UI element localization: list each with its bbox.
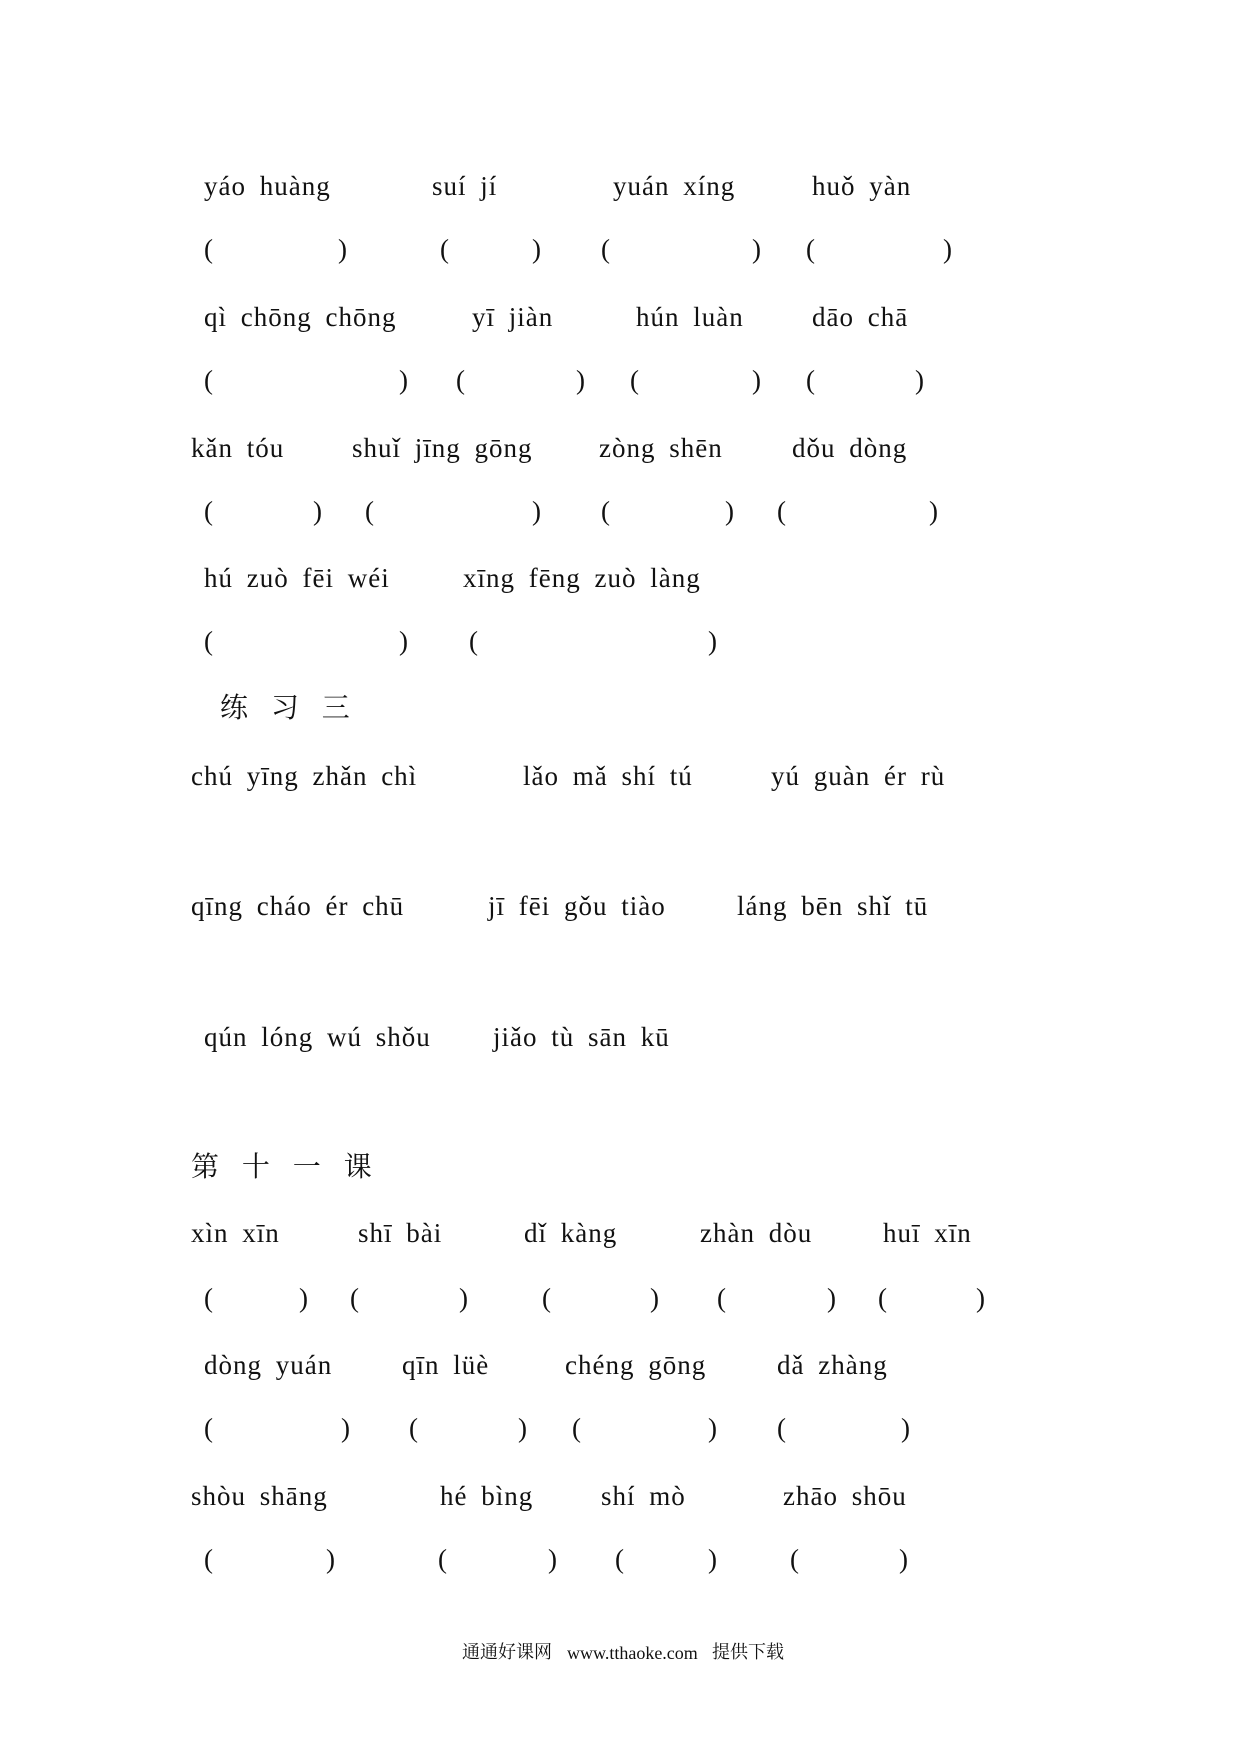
pinyin-word: qīn lüè	[402, 1350, 490, 1380]
pinyin-idiom: chú yīng zhǎn chì	[191, 761, 418, 791]
pinyin-word: qì chōng chōng	[204, 302, 397, 332]
pinyin-word: dòng yuán	[204, 1350, 333, 1380]
answer-blank-close: )	[915, 365, 924, 395]
pinyin-word: dǎ zhàng	[777, 1350, 888, 1380]
answer-blank-open: (	[204, 626, 213, 656]
answer-blank-close: )	[532, 496, 541, 526]
answer-blank-open: (	[717, 1283, 726, 1313]
answer-blank-open: (	[542, 1283, 551, 1313]
answer-blank-close: )	[518, 1413, 527, 1443]
section-heading: 第 十 一 课	[191, 1150, 372, 1183]
answer-blank-close: )	[299, 1283, 308, 1313]
answer-blank-close: )	[929, 496, 938, 526]
answer-blank-open: (	[440, 234, 449, 264]
pinyin-word: yuán xíng	[613, 171, 736, 201]
answer-blank-close: )	[399, 626, 408, 656]
answer-blank-open: (	[806, 365, 815, 395]
answer-blank-close: )	[532, 234, 541, 264]
answer-blank-open: (	[365, 496, 374, 526]
answer-blank-open: (	[204, 1283, 213, 1313]
pinyin-word: shī bài	[358, 1218, 443, 1248]
section-heading: 练 习 三	[220, 691, 350, 724]
answer-blank-close: )	[399, 365, 408, 395]
answer-blank-open: (	[409, 1413, 418, 1443]
pinyin-idiom: láng bēn shǐ tū	[737, 891, 929, 921]
answer-blank-open: (	[469, 626, 478, 656]
answer-blank-close: )	[313, 496, 322, 526]
pinyin-word: hú zuò fēi wéi	[204, 563, 390, 593]
answer-blank-open: (	[204, 234, 213, 264]
answer-blank-close: )	[650, 1283, 659, 1313]
answer-blank-open: (	[777, 1413, 786, 1443]
answer-blank-open: (	[204, 1544, 213, 1574]
answer-blank-open: (	[204, 1413, 213, 1443]
pinyin-word: chéng gōng	[565, 1350, 707, 1380]
pinyin-word: yáo huàng	[204, 171, 331, 201]
pinyin-word: xìn xīn	[191, 1218, 280, 1248]
pinyin-idiom: lǎo mǎ shí tú	[523, 761, 693, 791]
pinyin-word: shuǐ jīng gōng	[352, 433, 533, 463]
answer-blank-open: (	[438, 1544, 447, 1574]
pinyin-word: kǎn tóu	[191, 433, 285, 463]
pinyin-word: dǐ kàng	[524, 1218, 618, 1248]
answer-blank-open: (	[777, 496, 786, 526]
answer-blank-close: )	[338, 234, 347, 264]
footer-site-name: 通通好课网	[462, 1642, 552, 1663]
pinyin-idiom: jiǎo tù sān kū	[493, 1022, 670, 1052]
answer-blank-open: (	[204, 365, 213, 395]
footer-note: 提供下载	[712, 1642, 784, 1663]
answer-blank-open: (	[790, 1544, 799, 1574]
answer-blank-close: )	[899, 1544, 908, 1574]
pinyin-word: zòng shēn	[599, 433, 723, 463]
answer-blank-open: (	[350, 1283, 359, 1313]
answer-blank-close: )	[708, 626, 717, 656]
pinyin-word: zhàn dòu	[700, 1218, 813, 1248]
pinyin-idiom: jī fēi gǒu tiào	[488, 891, 666, 921]
answer-blank-close: )	[548, 1544, 557, 1574]
answer-blank-open: (	[601, 234, 610, 264]
pinyin-word: hún luàn	[636, 302, 744, 332]
answer-blank-close: )	[827, 1283, 836, 1313]
pinyin-idiom: yú guàn ér rù	[771, 761, 946, 791]
pinyin-word: dāo chā	[812, 302, 909, 332]
answer-blank-close: )	[708, 1544, 717, 1574]
answer-blank-close: )	[341, 1413, 350, 1443]
pinyin-word: huī xīn	[883, 1218, 972, 1248]
answer-blank-open: (	[601, 496, 610, 526]
pinyin-idiom: qún lóng wú shǒu	[204, 1022, 431, 1052]
pinyin-idiom: qīng cháo ér chū	[191, 891, 405, 921]
answer-blank-open: (	[630, 365, 639, 395]
answer-blank-close: )	[459, 1283, 468, 1313]
pinyin-word: xīng fēng zuò làng	[463, 563, 701, 593]
pinyin-word: shí mò	[601, 1481, 686, 1511]
answer-blank-close: )	[976, 1283, 985, 1313]
pinyin-word: dǒu dòng	[792, 433, 908, 463]
pinyin-word: huǒ yàn	[812, 171, 912, 201]
pinyin-word: shòu shāng	[191, 1481, 328, 1511]
answer-blank-close: )	[326, 1544, 335, 1574]
pinyin-word: zhāo shōu	[783, 1481, 907, 1511]
answer-blank-open: (	[456, 365, 465, 395]
answer-blank-close: )	[576, 365, 585, 395]
answer-blank-close: )	[943, 234, 952, 264]
answer-blank-close: )	[752, 234, 761, 264]
answer-blank-open: (	[806, 234, 815, 264]
answer-blank-open: (	[615, 1544, 624, 1574]
answer-blank-close: )	[725, 496, 734, 526]
pinyin-word: yī jiàn	[472, 302, 554, 332]
pinyin-word: suí jí	[432, 171, 498, 201]
answer-blank-open: (	[572, 1413, 581, 1443]
footer-url: www.tthaoke.com	[567, 1643, 698, 1663]
answer-blank-open: (	[878, 1283, 887, 1313]
answer-blank-close: )	[752, 365, 761, 395]
pinyin-word: hé bìng	[440, 1481, 534, 1511]
answer-blank-close: )	[708, 1413, 717, 1443]
answer-blank-open: (	[204, 496, 213, 526]
answer-blank-close: )	[901, 1413, 910, 1443]
